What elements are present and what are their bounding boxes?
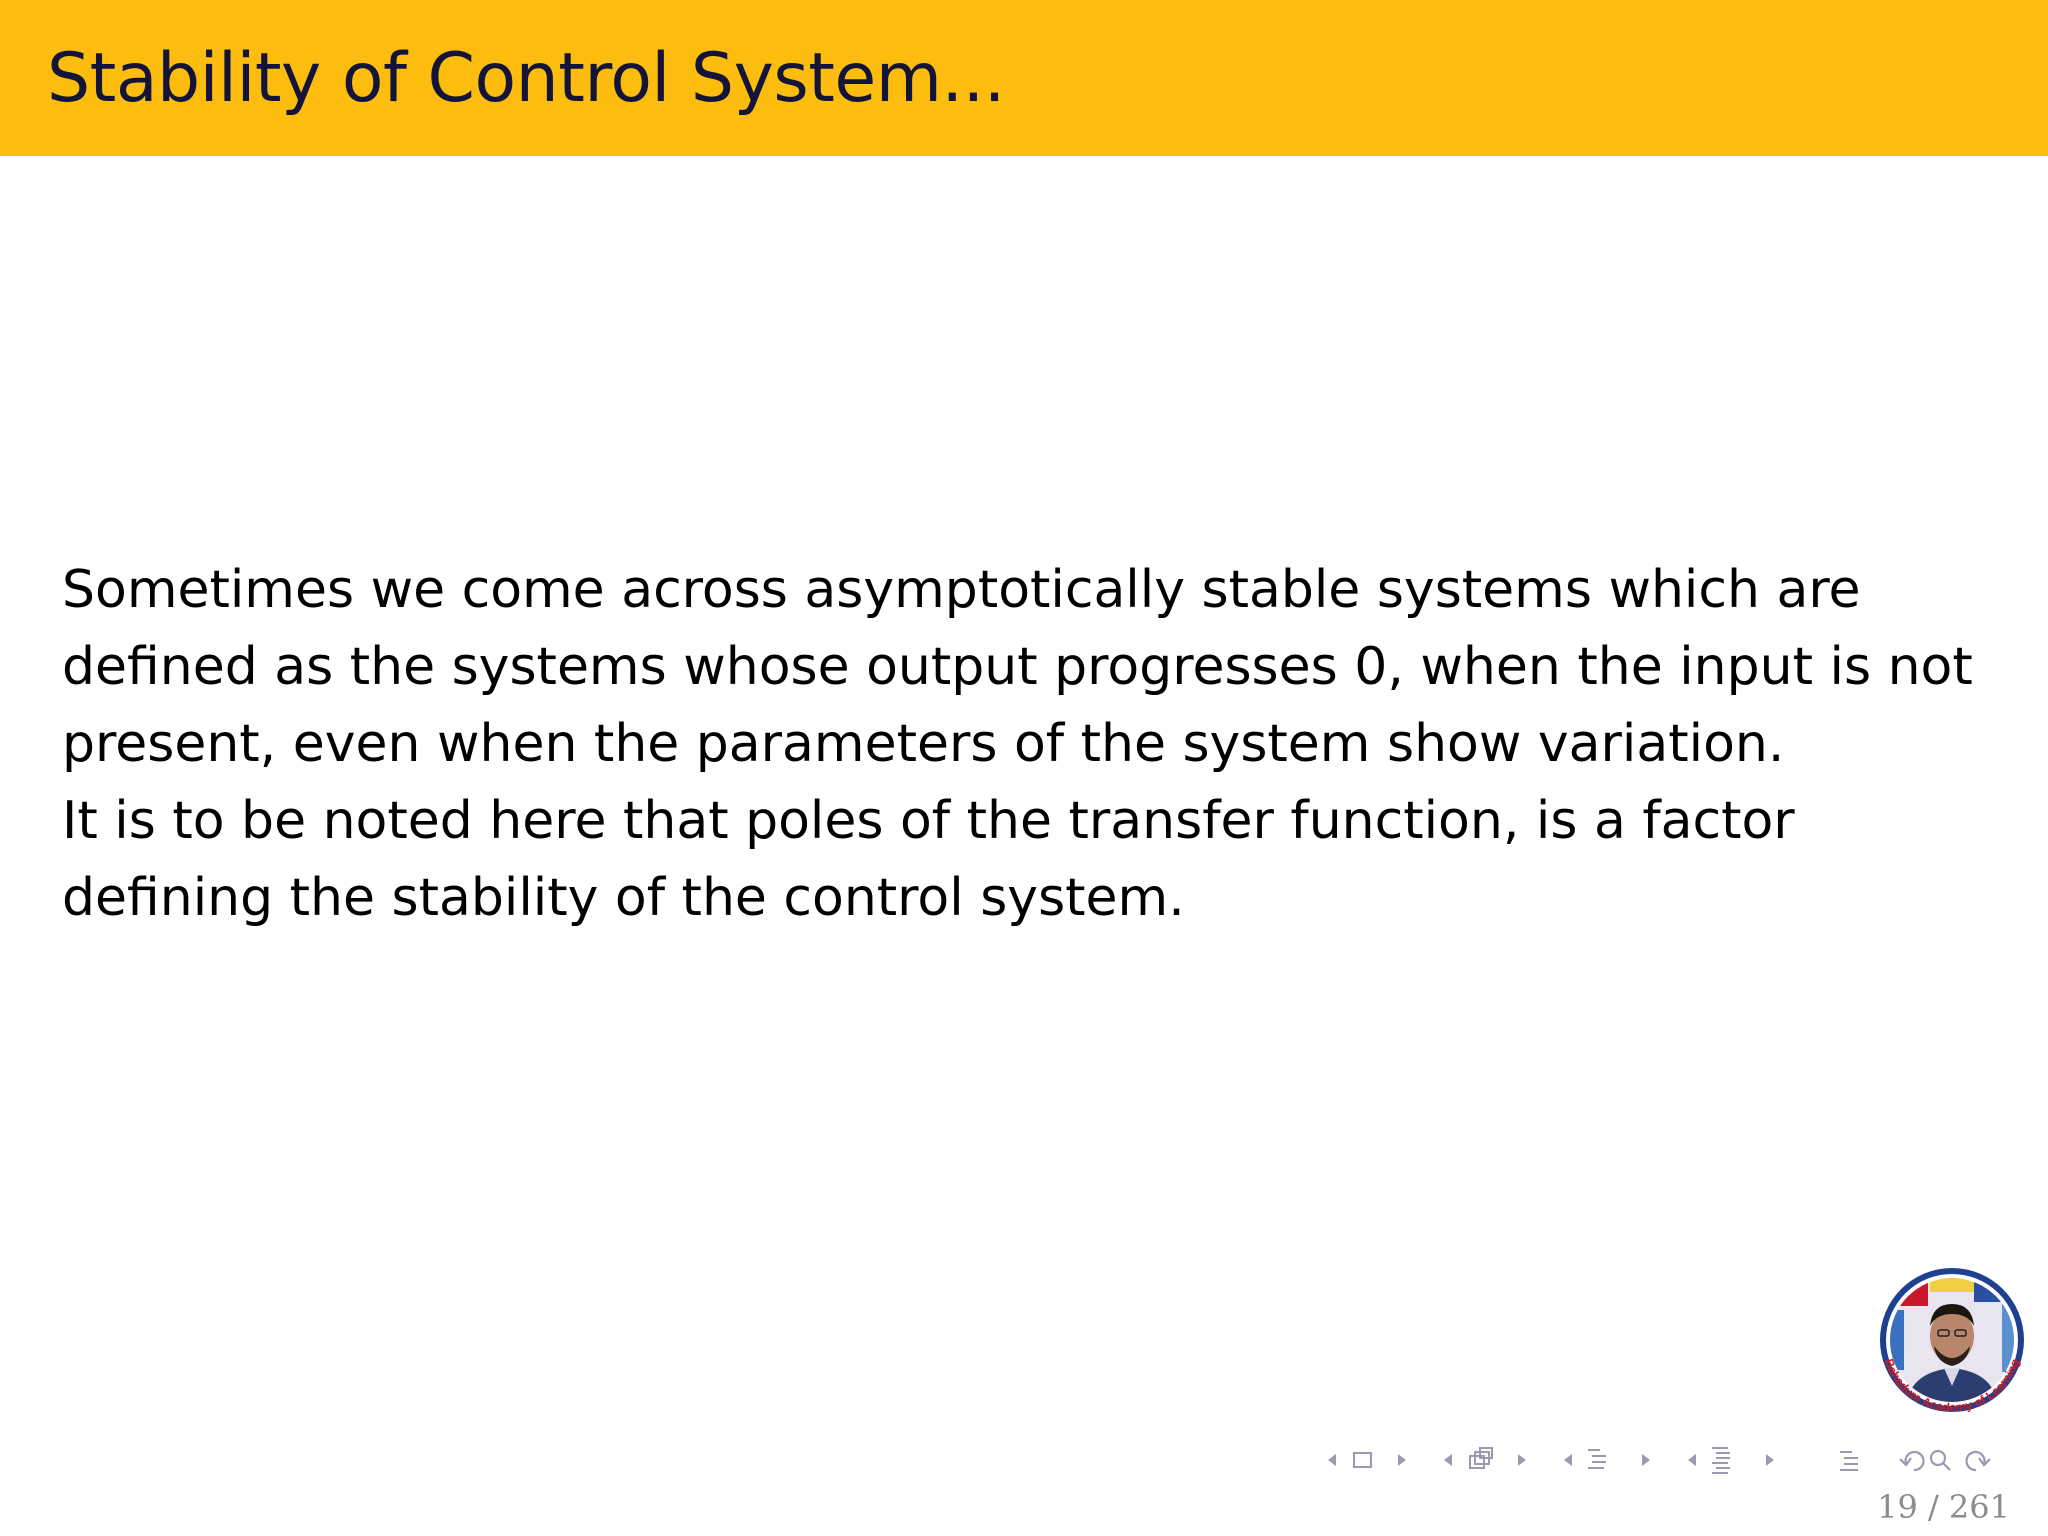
page-indicator: 19 / 261 bbox=[1877, 1488, 2010, 1526]
logo-ring-text: Bahadure Academy of Learning bbox=[1881, 1357, 2023, 1415]
prev-document-icon[interactable] bbox=[1688, 1454, 1696, 1466]
next-section-icon[interactable] bbox=[1642, 1454, 1650, 1466]
search-icon[interactable] bbox=[1931, 1451, 1950, 1470]
academy-logo bbox=[1870, 1262, 2034, 1426]
next-subsection-icon[interactable] bbox=[1518, 1454, 1526, 1466]
toc-icon[interactable] bbox=[1840, 1452, 1858, 1470]
document-icon[interactable] bbox=[1712, 1448, 1730, 1473]
slide-body bbox=[62, 552, 2002, 937]
subsection-icon[interactable] bbox=[1470, 1448, 1492, 1468]
title-bar bbox=[0, 0, 2048, 156]
undo-icon[interactable] bbox=[1900, 1452, 1923, 1470]
navigation-bar bbox=[1310, 1440, 2030, 1480]
prev-subsection-icon[interactable] bbox=[1444, 1454, 1452, 1466]
slide-title: Stability of Control System... bbox=[47, 39, 1005, 118]
redo-icon[interactable] bbox=[1967, 1452, 1990, 1470]
section-icon[interactable] bbox=[1588, 1450, 1606, 1468]
frame-icon[interactable] bbox=[1354, 1453, 1371, 1467]
next-document-icon[interactable] bbox=[1766, 1454, 1774, 1466]
body-paragraph: Sometimes we come across asymptotically stable systems which are defined as the systems whose output progresses 0, when the input is not present, even when the parameters of the system show variation. bbox=[62, 560, 1973, 774]
next-frame-icon[interactable] bbox=[1398, 1454, 1406, 1466]
prev-frame-icon[interactable] bbox=[1328, 1454, 1336, 1466]
prev-section-icon[interactable] bbox=[1564, 1454, 1572, 1466]
body-paragraph: It is to be noted here that poles of the transfer function, is a factor defining the stability of the control system. bbox=[62, 791, 1795, 928]
